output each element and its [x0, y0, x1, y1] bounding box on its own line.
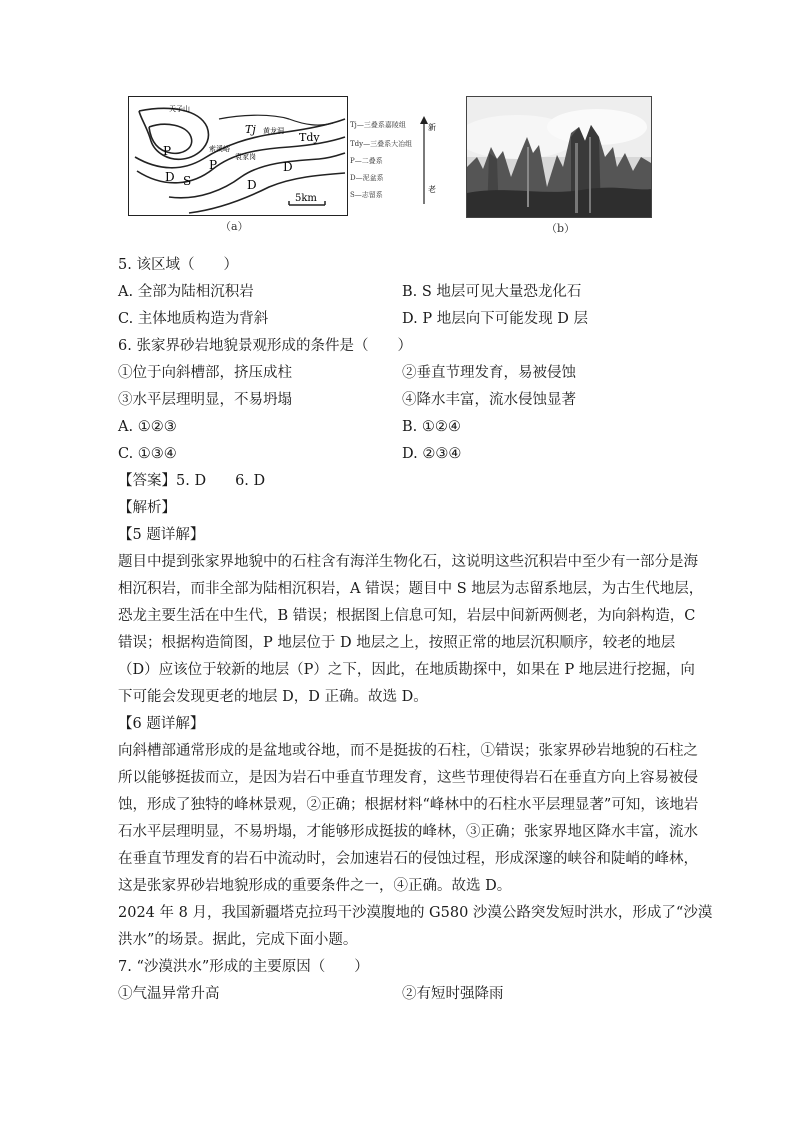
figure-area — [128, 96, 664, 236]
q5-option-d[interactable]: D. P 地层向下可能发现 D 层 — [402, 311, 589, 327]
label-scale: 5km — [295, 193, 317, 204]
geologic-map-svg — [129, 97, 347, 215]
q5-detail-line: 相沉积岩，而非全部为陆相沉积岩，A 错误；题目中 S 地层为志留系地层，为古生代地层， — [118, 581, 704, 597]
label-p1: P — [163, 144, 172, 158]
q5-option-c[interactable]: C. 主体地质构造为背斜 — [118, 311, 269, 327]
q6-statement-4: ④降水丰富，流水侵蚀显著 — [402, 392, 576, 408]
q6-detail-heading: 【6 题详解】 — [118, 716, 205, 732]
q6-detail-line: 所以能够挺拔而立，是因为岩石中垂直节理发育，这些节理使得岩石在垂直方向上容易被侵 — [118, 770, 698, 786]
label-d2: D — [247, 178, 257, 192]
legend-item: Tj—三叠系嘉陵组 — [350, 121, 406, 129]
answer-block — [118, 468, 678, 528]
q6-option-b[interactable]: B. ①②④ — [402, 419, 461, 435]
q6-detail-line: 蚀，形成了独特的峰林景观，②正确；根据材料“峰林中的石柱水平层理显著”可知，该地岩 — [118, 797, 699, 813]
peak-forest-illustration — [467, 97, 651, 217]
q5-stem: 5. 该区域（ ） — [118, 257, 238, 273]
caption-a: （a） — [220, 220, 249, 233]
sandstone-peaks-photo — [466, 96, 652, 218]
label-tj: Tj — [245, 123, 256, 136]
q5-detail-line: 下可能会发现更老的地层 D，D 正确。故选 D。 — [118, 689, 428, 705]
q5-detail — [118, 522, 704, 722]
q6-statement-3: ③水平层理明显，不易坍塌 — [118, 392, 292, 408]
label-suoxiyu: 索溪峪 — [209, 145, 230, 153]
q5-detail-line: 题目中提到张家界地貌中的石柱含有海洋生物化石，这说明这些沉积岩中至少有一部分是海 — [118, 554, 698, 570]
q6-detail — [118, 711, 699, 911]
q6-stem: 6. 张家界砂岩地貌景观形成的条件是（ ） — [118, 338, 412, 354]
material-line: 2024 年 8 月，我国新疆塔克拉玛干沙漠腹地的 G580 沙漠公路突发短时洪水，形成了“沙漠 — [118, 905, 713, 921]
q6-statement-2: ②垂直节理发育，易被侵蚀 — [402, 365, 576, 381]
label-d1: D — [165, 170, 175, 184]
caption-b: （b） — [546, 222, 576, 235]
q7-statement-2: ②有短时强降雨 — [402, 986, 504, 1002]
material-line: 洪水”的场景。据此，完成下面小题。 — [118, 932, 358, 948]
label-p2: P — [209, 158, 218, 172]
label-s: S — [183, 174, 192, 188]
q6-statement-1: ①位于向斜槽部，挤压成柱 — [118, 365, 292, 381]
label-yuanjia: 袁家岗 — [235, 153, 256, 161]
q6-detail-line: 石水平层理明显，不易坍塌，才能够形成挺拔的峰林，③正确；张家界地区降水丰富，流水 — [118, 824, 698, 840]
q7-statement-1: ①气温异常升高 — [118, 986, 220, 1002]
arrow-old-label: 老 — [428, 185, 436, 194]
legend-item: S—志留系 — [350, 191, 383, 199]
q6-option-c[interactable]: C. ①③④ — [118, 446, 177, 462]
label-tdy: Tdy — [299, 131, 320, 144]
q6-detail-line: 这是张家界砂岩地貌形成的重要条件之一，④正确。故选 D。 — [118, 878, 512, 894]
q6-option-a[interactable]: A. ①②③ — [118, 419, 177, 435]
q5-detail-line: 错误；根据构造简图，P 地层位于 D 地层之上，按照正常的地层沉积顺序，较老的地层 — [118, 635, 676, 651]
q5-detail-line: 恐龙主要生活在中生代，B 错误；根据图上信息可知，岩层中间新两侧老，为向斜构造，C — [118, 608, 696, 624]
q5-option-a[interactable]: A. 全部为陆相沉积岩 — [118, 284, 254, 300]
q7-stem: 7. “沙漠洪水”形成的主要原因（ ） — [118, 959, 369, 975]
legend-item: P—二叠系 — [350, 157, 383, 165]
arrow-new-label: 新 — [428, 123, 436, 132]
analysis-heading: 【解析】 — [118, 500, 176, 516]
answer-line: 【答案】5. D 6. D — [118, 473, 266, 489]
age-arrow — [418, 116, 438, 206]
q5-option-b[interactable]: B. S 地层可见大量恐龙化石 — [402, 284, 582, 300]
label-huanglong: 黄龙洞 — [263, 127, 284, 135]
label-tianzi: 天子山 — [169, 105, 190, 113]
q6-detail-line: 在垂直节理发育的岩石中流动时，会加速岩石的侵蚀过程，形成深邃的峡谷和陡峭的峰林， — [118, 851, 698, 867]
q5-detail-line: （D）应该位于较新的地层（P）之下，因此，在地质勘探中，如果在 P 地层进行挖掘，向 — [118, 662, 695, 678]
questions-block — [118, 252, 678, 492]
legend-item: Tdy—三叠系大冶组 — [350, 140, 413, 148]
legend-item: D—泥盆系 — [350, 174, 384, 182]
q6-option-d[interactable]: D. ②③④ — [402, 446, 462, 462]
label-d3: D — [283, 160, 293, 174]
q6-detail-line: 向斜槽部通常形成的是盆地或谷地，而不是挺拔的石柱，①错误；张家界砂岩地貌的石柱之 — [118, 743, 698, 759]
q5-detail-heading: 【5 题详解】 — [118, 527, 205, 543]
geologic-map-a — [128, 96, 348, 216]
q7-block — [118, 900, 713, 1020]
